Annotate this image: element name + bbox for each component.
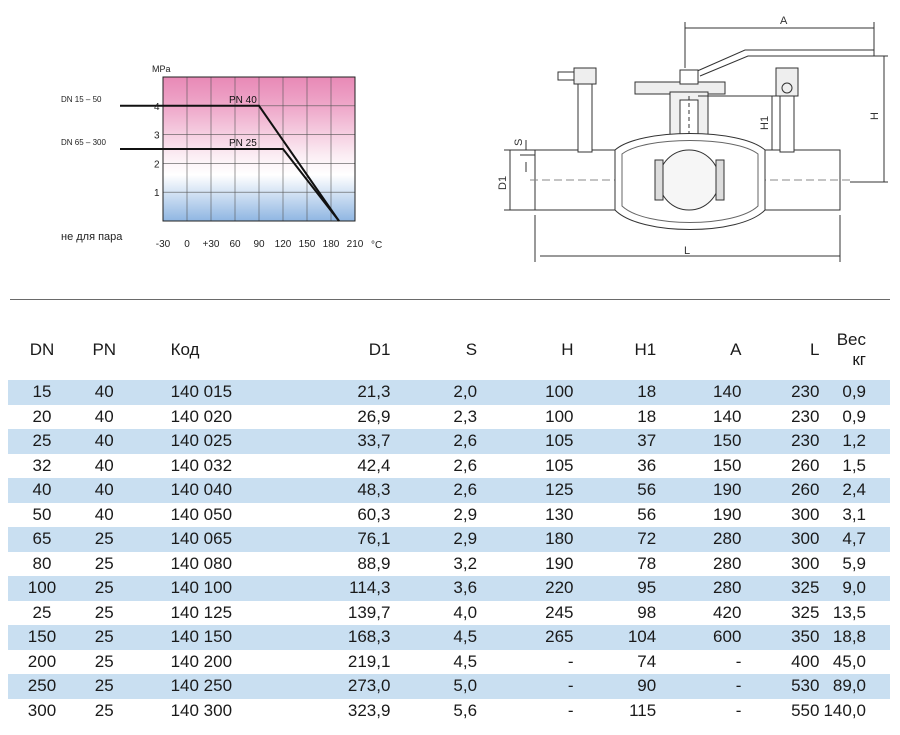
cell-pn: 40 <box>94 455 114 475</box>
cell-h: 105 <box>545 455 574 475</box>
y-tick-label: 1 <box>154 188 160 200</box>
table-row <box>8 576 890 601</box>
x-tick-label: 0 <box>184 239 190 250</box>
x-tick-label: 210 <box>346 239 364 250</box>
cell-code: 140 025 <box>170 431 233 450</box>
cell-h1: 98 <box>637 602 657 622</box>
cell-a: 190 <box>713 504 742 524</box>
cell-d1: 168,3 <box>347 627 391 646</box>
series-label: PN 40 <box>229 94 257 106</box>
cell-h: 245 <box>545 602 574 622</box>
table-row <box>8 552 890 577</box>
cell-l: 300 <box>791 529 820 548</box>
cell-pn: 25 <box>94 676 114 695</box>
cell-h1: 72 <box>637 529 657 548</box>
cell-dn: 65 <box>32 529 52 548</box>
dim-l-label: L <box>684 245 691 257</box>
cell-d1: 139,7 <box>347 602 391 622</box>
cell-dn: 200 <box>27 651 57 671</box>
cell-weight: 1,2 <box>842 431 866 450</box>
dim-h-label: H <box>869 112 881 120</box>
y-tick-label: 4 <box>154 101 160 113</box>
table-row <box>8 429 890 454</box>
cell-h1: 90 <box>637 676 657 695</box>
cell-pn: 40 <box>94 504 114 524</box>
dn-range-label: DN 65 – 300 <box>61 138 106 147</box>
cell-s: 2,6 <box>453 455 478 475</box>
cell-dn: 100 <box>27 578 57 597</box>
cell-s: 2,9 <box>453 529 478 548</box>
cell-h: 125 <box>545 480 574 499</box>
cell-h1: 74 <box>637 651 657 671</box>
table-row <box>8 478 890 503</box>
cell-h: 130 <box>545 504 574 524</box>
cell-s: 4,0 <box>453 602 478 622</box>
table-row <box>8 527 890 552</box>
cell-weight: 1,5 <box>842 455 866 475</box>
dim-h1-label: H1 <box>759 115 771 130</box>
y-tick-label: 2 <box>154 159 160 171</box>
table-row <box>8 380 890 405</box>
header-h1: H1 <box>634 340 657 359</box>
cell-a: 140 <box>713 382 742 401</box>
cell-code: 140 200 <box>170 651 233 671</box>
cell-d1: 323,9 <box>347 700 391 720</box>
cell-h: - <box>567 700 574 720</box>
table-row <box>8 650 890 675</box>
cell-code: 140 065 <box>170 529 233 548</box>
cell-l: 325 <box>791 602 820 622</box>
table-row <box>8 405 890 430</box>
dim-s-label: S <box>513 138 525 146</box>
header-dn: DN <box>29 340 55 359</box>
cell-d1: 26,9 <box>357 406 391 426</box>
x-tick-label: -30 <box>155 239 171 250</box>
cell-a: - <box>735 676 742 695</box>
cell-pn: 25 <box>94 627 114 646</box>
cell-h: 100 <box>545 406 574 426</box>
cell-a: 420 <box>713 602 742 622</box>
table-spacer <box>8 370 890 380</box>
cell-dn: 32 <box>32 455 52 475</box>
cell-l: 300 <box>791 553 820 573</box>
cell-code: 140 150 <box>170 627 233 646</box>
table-row <box>8 503 890 528</box>
cell-pn: 25 <box>94 578 114 597</box>
cell-code: 140 050 <box>170 504 233 524</box>
cell-pn: 25 <box>94 529 114 548</box>
x-tick-label: 120 <box>274 239 292 250</box>
cell-code: 140 100 <box>170 578 233 597</box>
spec-table <box>8 330 890 723</box>
x-tick-label: 180 <box>322 239 340 250</box>
cell-weight: 0,9 <box>842 406 866 426</box>
cell-weight: 140,0 <box>823 700 866 720</box>
pressure-temperature-chart <box>0 0 420 270</box>
cell-l: 530 <box>791 676 820 695</box>
x-tick-label: 90 <box>253 239 265 250</box>
cell-d1: 114,3 <box>349 578 391 597</box>
table-header-row <box>8 330 890 370</box>
cell-l: 260 <box>791 480 820 499</box>
cell-h1: 18 <box>637 382 657 401</box>
cell-h1: 18 <box>637 406 657 426</box>
x-tick-label: +30 <box>202 239 220 250</box>
cell-pn: 40 <box>94 431 114 450</box>
cell-d1: 88,9 <box>357 553 391 573</box>
cell-d1: 60,3 <box>357 504 391 524</box>
cell-code: 140 032 <box>170 455 233 475</box>
table-row <box>8 699 890 724</box>
cell-a: 280 <box>713 553 742 573</box>
cell-weight: 2,4 <box>842 480 866 499</box>
cell-d1: 33,7 <box>357 431 391 450</box>
cell-s: 3,6 <box>453 578 478 597</box>
cell-s: 5,6 <box>453 700 478 720</box>
cell-weight: 13,5 <box>832 602 866 622</box>
cell-s: 2,6 <box>453 480 478 499</box>
cell-l: 230 <box>791 406 820 426</box>
cell-d1: 76,1 <box>357 529 391 548</box>
cell-h: 105 <box>545 431 574 450</box>
header-d1: D1 <box>368 340 391 359</box>
header-s: S <box>465 340 478 359</box>
cell-h1: 36 <box>637 455 657 475</box>
cell-h1: 56 <box>637 480 657 499</box>
cell-s: 2,3 <box>453 406 478 426</box>
cell-a: - <box>735 651 742 671</box>
cell-h1: 95 <box>637 578 657 597</box>
cell-h: - <box>567 676 574 695</box>
cell-pn: 40 <box>94 480 114 499</box>
cell-h1: 78 <box>637 553 657 573</box>
cell-h: 265 <box>545 627 574 646</box>
cell-dn: 300 <box>27 700 57 720</box>
cell-l: 260 <box>791 455 820 475</box>
cell-d1: 42,4 <box>357 455 391 475</box>
cell-s: 4,5 <box>453 627 478 646</box>
table-row <box>8 601 890 626</box>
chart-note: не для пара <box>61 231 123 243</box>
cell-dn: 20 <box>32 406 52 426</box>
cell-dn: 250 <box>27 676 57 695</box>
cell-weight: 0,9 <box>842 382 866 401</box>
dim-a-label: A <box>780 15 788 27</box>
dim-d1-label: D1 <box>497 175 509 190</box>
cell-l: 325 <box>791 578 820 597</box>
cell-s: 3,2 <box>453 553 478 573</box>
cell-pn: 40 <box>94 406 114 426</box>
cell-h: - <box>567 651 574 671</box>
cell-a: 140 <box>713 406 742 426</box>
header-code: Код <box>170 340 200 359</box>
cell-d1: 273,0 <box>347 676 391 695</box>
cell-weight: 18,8 <box>832 627 866 646</box>
cell-s: 5,0 <box>453 676 478 695</box>
cell-code: 140 125 <box>170 602 233 622</box>
cell-a: 190 <box>713 480 742 499</box>
section-divider <box>10 299 890 300</box>
cell-pn: 25 <box>94 651 114 671</box>
cell-dn: 25 <box>32 602 52 622</box>
cell-l: 400 <box>791 651 820 671</box>
cell-dn: 40 <box>32 480 52 499</box>
cell-dn: 50 <box>32 504 52 524</box>
cell-l: 230 <box>791 431 820 450</box>
cell-pn: 25 <box>94 553 114 573</box>
cell-s: 2,0 <box>453 382 478 401</box>
cell-h1: 37 <box>637 431 657 450</box>
cell-l: 350 <box>791 627 820 646</box>
cell-h1: 115 <box>629 700 657 720</box>
cell-a: 150 <box>713 431 742 450</box>
cell-code: 140 040 <box>170 480 233 499</box>
cell-weight: 5,9 <box>842 553 866 573</box>
cell-s: 4,5 <box>453 651 478 671</box>
cell-h: 190 <box>545 553 574 573</box>
cell-weight: 9,0 <box>842 578 866 597</box>
cell-weight: 3,1 <box>842 504 866 524</box>
cell-h1: 104 <box>627 627 657 646</box>
x-tick-label: 150 <box>298 239 316 250</box>
cell-code: 140 080 <box>170 553 233 573</box>
cell-s: 2,6 <box>453 431 478 450</box>
cell-weight: 45,0 <box>832 651 866 671</box>
ball <box>659 150 719 210</box>
cell-pn: 25 <box>94 602 114 622</box>
table-row <box>8 625 890 650</box>
cell-pn: 25 <box>94 700 114 720</box>
table-row <box>8 454 890 479</box>
header-h: H <box>561 340 574 359</box>
header-weight: Вес кг <box>836 330 866 369</box>
cell-code: 140 020 <box>170 406 233 426</box>
cell-a: - <box>735 700 742 720</box>
series-label: PN 25 <box>229 138 257 149</box>
cell-h: 100 <box>545 382 574 401</box>
cell-d1: 21,3 <box>357 382 391 401</box>
cell-code: 140 300 <box>170 700 233 720</box>
valve-drawing <box>490 10 890 275</box>
dn-range-label: DN 15 – 50 <box>61 94 102 104</box>
y-tick-label: 3 <box>154 130 160 142</box>
cell-h1: 56 <box>637 504 657 524</box>
cell-a: 280 <box>713 529 742 548</box>
cell-a: 280 <box>713 578 742 597</box>
cell-dn: 80 <box>32 553 52 573</box>
cell-d1: 219,1 <box>347 651 391 671</box>
cell-h: 180 <box>545 529 574 548</box>
x-tick-label: 60 <box>229 239 241 250</box>
left-tap <box>578 82 592 152</box>
y-axis-label: MPa <box>152 64 171 74</box>
cell-l: 230 <box>791 382 820 401</box>
cell-h: 220 <box>545 578 574 597</box>
cell-weight: 89,0 <box>832 676 866 695</box>
table-row <box>8 674 890 699</box>
cell-a: 150 <box>713 455 742 475</box>
header-a: A <box>730 340 742 359</box>
cell-code: 140 015 <box>170 382 233 401</box>
header-pn: PN <box>92 340 117 359</box>
cell-dn: 25 <box>32 431 52 450</box>
header-l: L <box>809 340 820 359</box>
cell-dn: 15 <box>32 382 52 401</box>
cell-l: 300 <box>791 504 820 524</box>
x-axis-unit: °C <box>371 240 383 251</box>
cell-weight: 4,7 <box>842 529 866 548</box>
cell-l: 550 <box>791 700 820 720</box>
cell-d1: 48,3 <box>357 480 391 499</box>
cell-dn: 150 <box>27 627 57 646</box>
cell-a: 600 <box>713 627 742 646</box>
cell-pn: 40 <box>94 382 114 401</box>
cell-s: 2,9 <box>453 504 478 524</box>
cell-code: 140 250 <box>170 676 233 695</box>
